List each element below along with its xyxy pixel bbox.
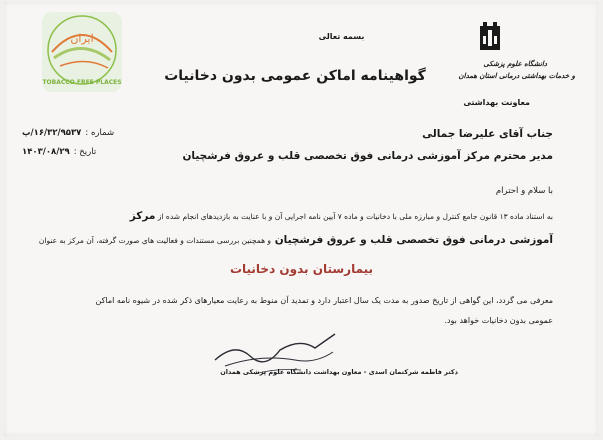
- university-department: معاونت بهداشتی: [463, 98, 530, 107]
- body-line-1-text: به استناد ماده ۱۳ قانون جامع کنترل و مبارزه ملی با دخانیات و ماده ۷ آیین نامه اجرایی آن و با عنایت به بازدیدهای انجام شده از: [157, 212, 553, 221]
- body-line-1: [130, 210, 553, 222]
- university-name-line2: و خدمات بهداشتی درمانی استان همدان: [458, 72, 575, 80]
- hospital-designation: بیمارستان بدون دخانیات: [229, 262, 374, 276]
- letter-date: [22, 147, 96, 157]
- stamp-text-bottom: TOBACCO FREE PLACES: [42, 79, 122, 86]
- number-value: ۱۶/۳۲/۹۵۳۷/پ: [22, 128, 82, 138]
- addressee-name: جناب آقای علیرضا جمالی: [422, 128, 553, 140]
- number-label: شماره :: [85, 128, 115, 138]
- greeting: با سلام و احترام: [495, 186, 553, 196]
- body-line-3: معرفی می گردد، این گواهی از تاریخ صدور به مدت یک سال اعتبار دارد و تمدید آن منوط به رعایت معیارهای ذکر شده در شیوه نامه اماکن: [95, 296, 553, 305]
- signatory-name: دکتر فاطمه شرکتمان اسدی - معاون بهداشت دانشگاه علوم پزشکی همدان: [220, 368, 458, 376]
- body-line-1-bold: مرکز: [129, 210, 156, 222]
- letter-number: [22, 128, 114, 138]
- tobacco-free-stamp-icon: [38, 8, 126, 96]
- date-value: ۱۴۰۳/۰۸/۲۹: [22, 147, 70, 157]
- basmala: بسمه تعالی: [318, 32, 365, 41]
- date-label: تاریخ :: [73, 147, 97, 157]
- university-name-line1: دانشگاه علوم پزشکی: [483, 60, 547, 68]
- body-line-2-text: و همچنین بررسی مستندات و فعالیت های صورت گرفته، آن مرکز به عنوان: [38, 236, 272, 245]
- certificate-title: گواهینامه اماکن عمومی بدون دخانیات: [164, 68, 426, 84]
- stamp-text-top: ایران: [70, 32, 94, 45]
- body-line-4: عمومی بدون دخانیات خواهد بود.: [444, 316, 553, 325]
- addressee-title: مدیر محترم مرکز آموزشی درمانی فوق تخصصی قلب و عروق فرشچیان: [182, 150, 553, 162]
- body-line-2: [39, 234, 553, 246]
- body-line-2-bold: آموزشی درمانی فوق تخصصی قلب و عروق فرشچیان: [274, 234, 553, 246]
